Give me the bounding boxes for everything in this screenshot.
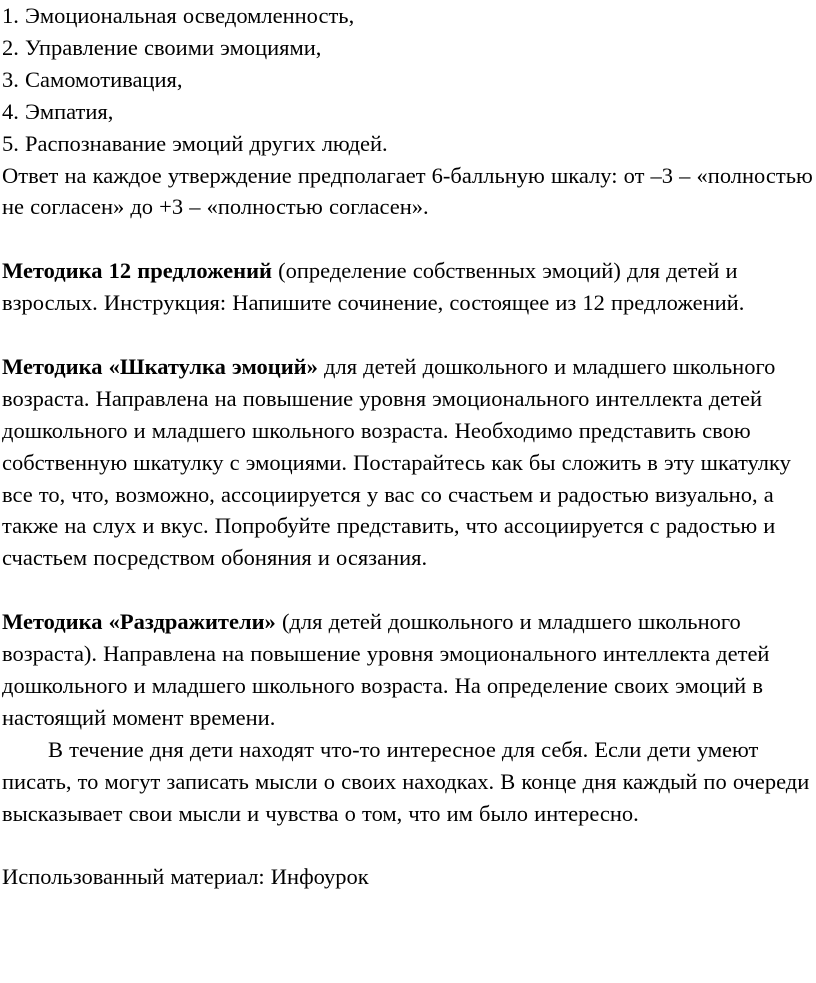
list-item-3: 3. Самомотивация,	[2, 66, 183, 92]
paragraph-gap	[2, 574, 814, 606]
paragraph-gap	[2, 223, 814, 255]
source-line: Использованный материал: Инфоурок	[2, 864, 369, 890]
method-irritants-paragraph-2: В течение дня дети находят что-то интересное для себя. Если дети умеют писать, то могут записать мысли о своих находках. В конце дня каждый по очереди высказывает свои мысли и чувства о том, что им было интересно.	[2, 736, 810, 826]
method-12-sentences-text: (определение собственных эмоций) для детей и взрослых. Инструкция: Напишите сочинение, состоящее из 12 предложений.	[2, 258, 745, 316]
document-body	[2, 0, 814, 893]
list-item-4: 4. Эмпатия,	[2, 98, 114, 124]
paragraph-gap	[2, 830, 814, 862]
scale-paragraph: Ответ на каждое утверждение предполагает 6-балльную шкалу: от –3 – «полностью не согласен» до +3 – «полностью согласен».	[2, 162, 813, 220]
method-12-sentences-paragraph	[2, 255, 814, 319]
list-item-2: 2. Управление своими эмоциями,	[2, 34, 322, 60]
method-irritants-title: Методика «Раздражители»	[2, 609, 276, 635]
paragraph-gap	[2, 319, 814, 351]
list-item-1: 1. Эмоциональная осведомленность,	[2, 3, 355, 28]
method-emotion-box-text: для детей дошкольного и младшего школьного возраста. Направлена на повышение уровня эмоционального интеллекта детей дошкольного и младшего школьного возраста. Необходимо представить свою собственную шкатулку с эмоциями. Постарайтесь как бы сложить в эту шкатулку все то, что, возможно, ассоциируется у вас со счастьем и радостью визуально, а также на слух и вкус. Попробуйте представить, что ассоциируется с радостью и счастьем посредством обоняния и осязания.	[2, 353, 791, 571]
list-item-5: 5. Распознавание эмоций других людей.	[2, 130, 388, 156]
method-irritants-paragraph	[2, 606, 814, 734]
method-irritants-text: (для детей дошкольного и младшего школьного возраста). Направлена на повышение уровня эмоционального интеллекта детей дошкольного и младшего школьного возраста. На определение своих эмоций в настоящий момент времени.	[2, 609, 770, 730]
method-emotion-box-paragraph	[2, 351, 814, 574]
method-emotion-box-title: Методика «Шкатулка эмоций»	[2, 353, 318, 379]
method-12-sentences-title: Методика 12 предложений	[2, 258, 273, 284]
